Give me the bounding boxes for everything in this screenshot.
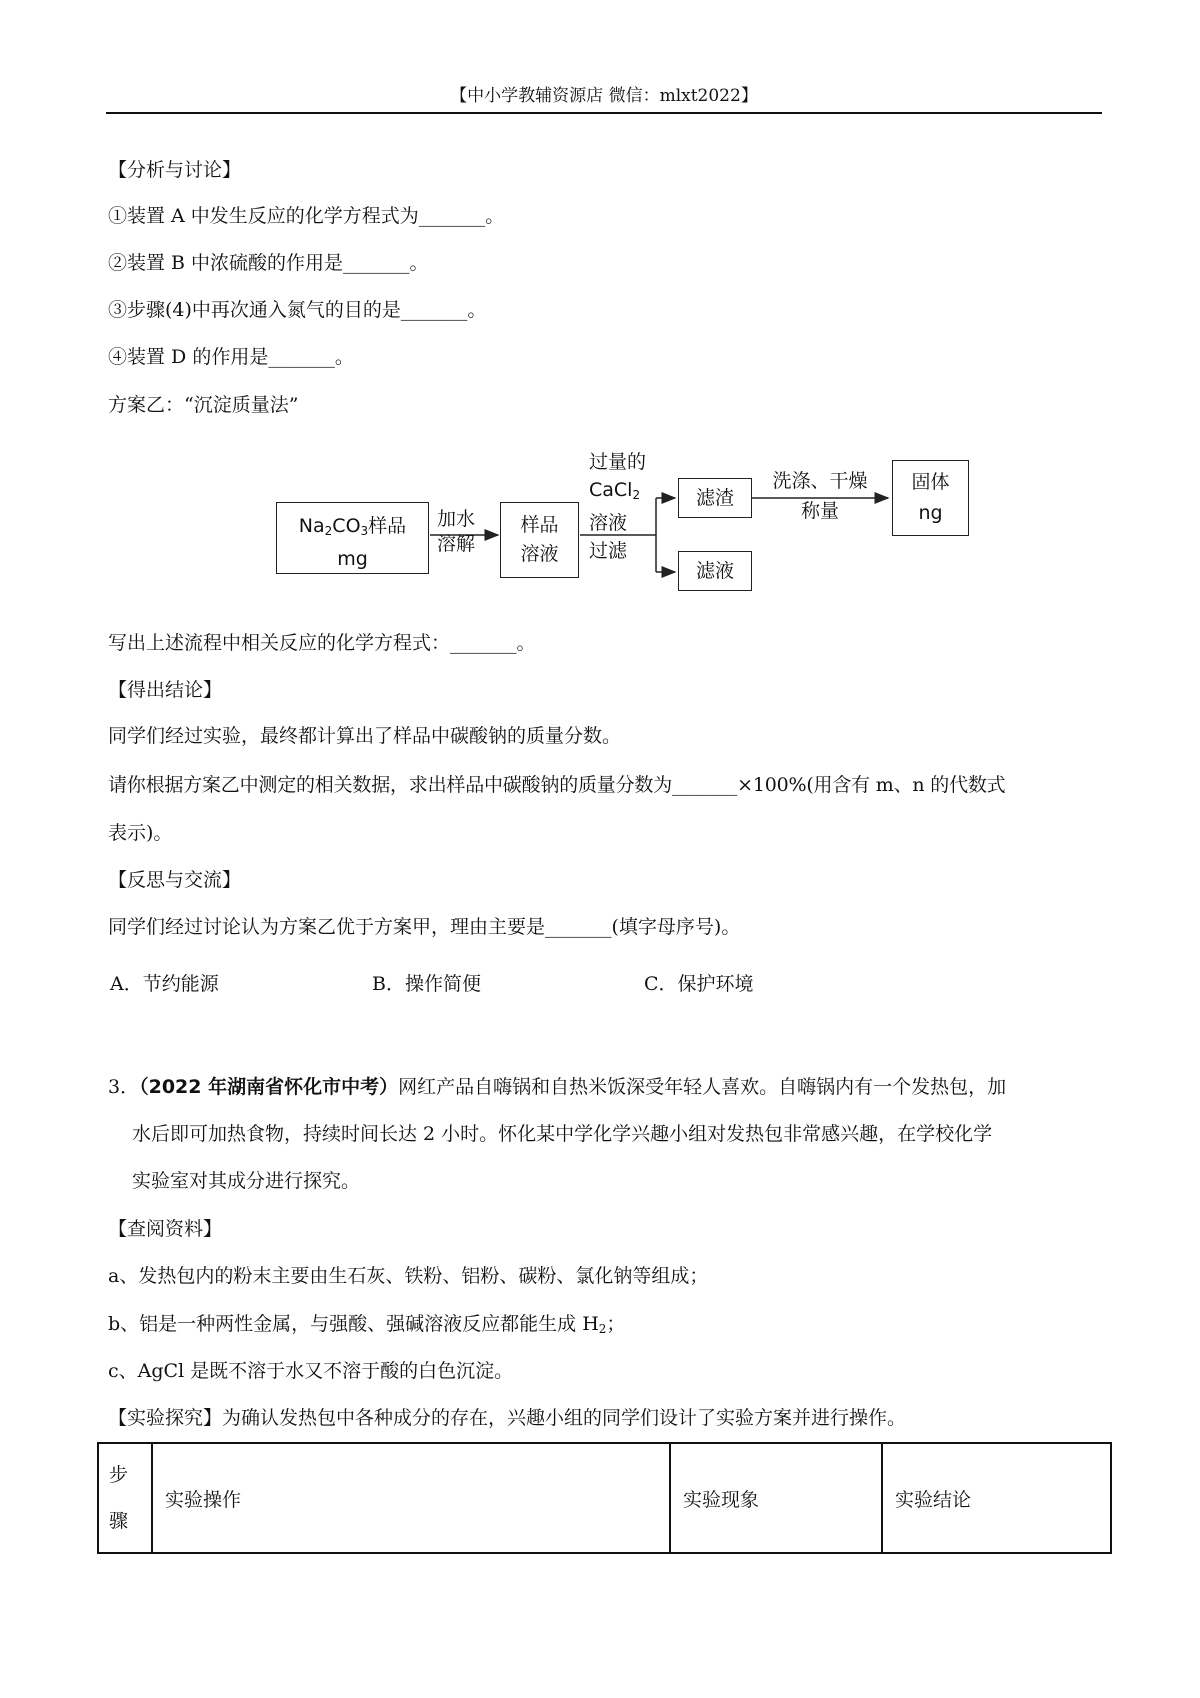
flow-diagram	[270, 450, 990, 600]
page-header	[106, 84, 1102, 108]
sample-box	[276, 502, 429, 574]
question-3-line2: 水后即可加热食物，持续时间长达 2 小时。怀化某中学化学兴趣小组对发热包非常感兴趣，在学校化学	[132, 1123, 993, 1145]
conclusion-text: 同学们经过实验，最终都计算出了样品中碳酸钠的质量分数。	[108, 725, 622, 747]
question-2: ②装置 B 中浓硫酸的作用是_______。	[108, 252, 429, 274]
sample-co: CO	[332, 515, 361, 537]
reagent-sub: 2	[632, 488, 641, 502]
col-conclusion: 实验结论	[882, 1443, 1111, 1553]
col-step-line1: 步	[109, 1464, 129, 1486]
option-a: A．节约能源	[110, 973, 219, 995]
sample-na: Na	[298, 515, 325, 537]
solid-line2: ng	[918, 502, 943, 524]
step-dissolve-label	[437, 507, 475, 557]
info-b	[108, 1311, 625, 1342]
solid-box	[892, 460, 969, 536]
table-header-row	[98, 1443, 1111, 1553]
question-3-intro	[108, 1074, 1006, 1100]
question-4: ④装置 D 的作用是_______。	[108, 346, 354, 368]
info-c: c、AgCl 是既不溶于水又不溶于酸的白色沉淀。	[108, 1360, 514, 1382]
equation-prompt: 写出上述流程中相关反应的化学方程式：_______。	[108, 632, 536, 654]
residue-text: 滤渣	[695, 487, 734, 509]
reagent-line3: 溶液	[589, 512, 628, 534]
solid-line1: 固体	[911, 471, 950, 493]
plan-b-title: 方案乙：“沉淀质量法”	[108, 394, 299, 416]
col-step-line2: 骤	[109, 1510, 129, 1532]
info-title: 【查阅资料】	[108, 1218, 223, 1240]
header-text: 【中小学教辅资源店 微信：mlxt2022】	[450, 86, 758, 106]
step-wash-line1: 洗涤、干燥	[772, 470, 868, 492]
reagent-label	[589, 448, 646, 565]
analysis-title: 【分析与讨论】	[108, 159, 242, 181]
info-b-sub: 2	[598, 1322, 607, 1336]
sample-box-formula	[277, 512, 428, 545]
sample-sub-1: 2	[324, 524, 333, 538]
step-wash-line2: 称量	[800, 500, 839, 522]
reflect-title: 【反思与交流】	[108, 869, 242, 891]
step-dissolve-line2: 溶解	[437, 533, 476, 555]
question-source: （2022 年湖南省怀化市中考）	[139, 1076, 399, 1098]
info-a: a、发热包内的粉末主要由生石灰、铁粉、铝粉、碳粉、氯化钠等组成；	[108, 1265, 709, 1287]
reflect-text: 同学们经过讨论认为方案乙优于方案甲，理由主要是_______(填字母序号)。	[108, 916, 741, 938]
reagent-line4: 过滤	[589, 540, 628, 562]
col-operation: 实验操作	[152, 1443, 670, 1553]
experiment-table	[97, 1442, 1112, 1554]
filtrate-text: 滤液	[695, 560, 734, 582]
calc-line-2: 表示)。	[108, 822, 173, 844]
option-c: C．保护环境	[644, 973, 754, 995]
step-dissolve-line1: 加水	[437, 508, 476, 530]
sample-mass: mg	[337, 548, 368, 570]
info-b-text: b、铝是一种两性金属，与强酸、强碱溶液反应都能生成 H	[108, 1313, 599, 1335]
col-step	[98, 1443, 152, 1553]
info-b-end: ；	[606, 1313, 626, 1335]
sample-sub-2: 3	[360, 524, 369, 538]
explore-text: 【实验探究】为确认发热包中各种成分的存在，兴趣小组的同学们设计了实验方案并进行操作。	[108, 1407, 907, 1429]
question-3-line1: 网红产品自嗨锅和自热米饭深受年轻人喜欢。自嗨锅内有一个发热包，加	[398, 1076, 1007, 1098]
question-number: 3．	[108, 1076, 140, 1098]
sample-word: 样品	[368, 515, 407, 537]
question-1: ①装置 A 中发生反应的化学方程式为_______。	[108, 205, 505, 227]
reagent-line2	[589, 476, 646, 509]
reagent-cacl: CaCl	[589, 479, 633, 501]
calc-line-1: 请你根据方案乙中测定的相关数据，求出样品中碳酸钠的质量分数为_______×100%(用含有 m、n 的代数式	[108, 774, 1006, 796]
header-divider	[106, 112, 1102, 114]
conclusion-title: 【得出结论】	[108, 679, 223, 701]
question-3-line3: 实验室对其成分进行探究。	[132, 1170, 361, 1192]
col-phenomenon: 实验现象	[670, 1443, 882, 1553]
filtrate-box	[678, 551, 752, 591]
step-wash-label	[760, 466, 880, 526]
option-b: B．操作简便	[372, 973, 481, 995]
question-3: ③步骤(4)中再次通入氮气的目的是_______。	[108, 299, 487, 321]
reagent-line1: 过量的	[589, 451, 647, 473]
solution-box	[500, 502, 579, 578]
solution-line2: 溶液	[520, 543, 559, 565]
solution-line1: 样品	[520, 514, 559, 536]
residue-box	[678, 478, 752, 518]
